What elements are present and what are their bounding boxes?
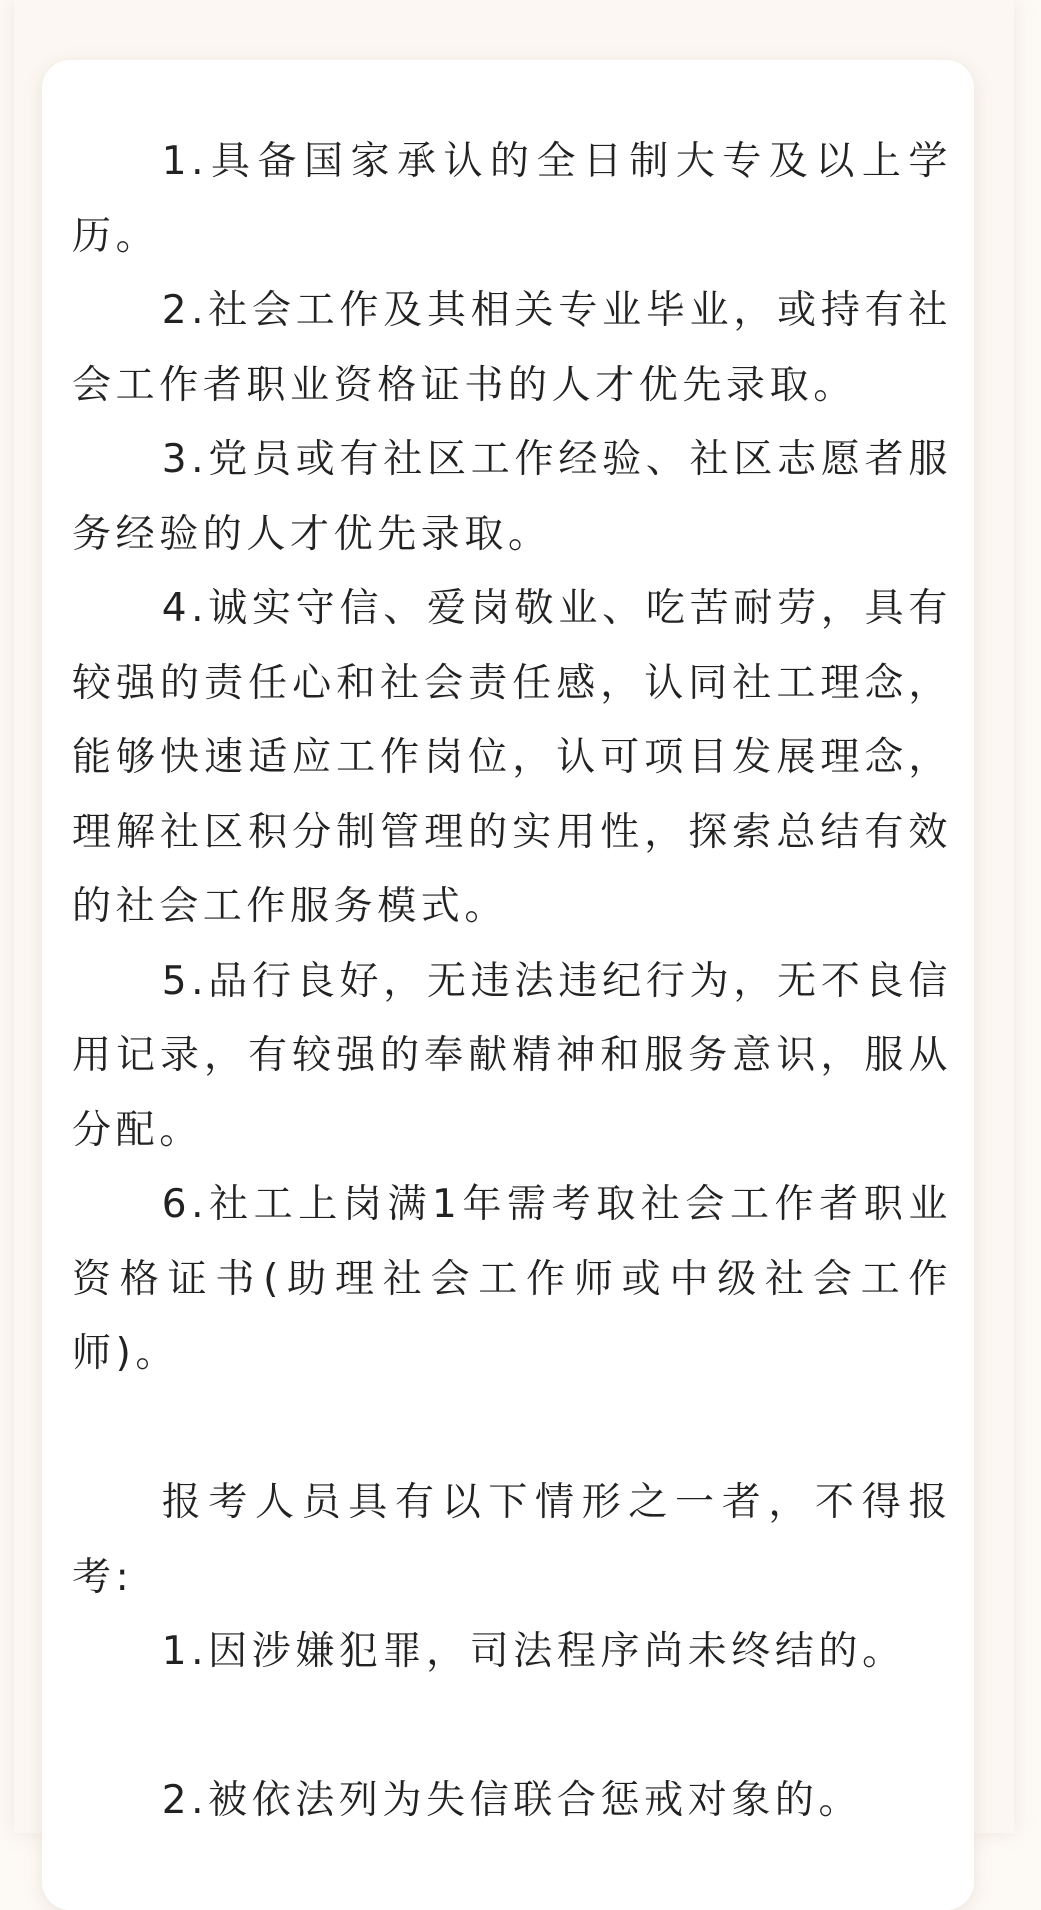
exclusion-1: 1.因涉嫌犯罪，司法程序尚未终结的。 [161, 1629, 906, 1674]
requirement-5: 5.品行良好，无违法违纪行为，无不良信用记录，有较强的奉献精神和服务意识，服从分配。 [72, 958, 952, 1153]
article-body [72, 125, 952, 1839]
requirement-4: 4.诚实守信、爱岗敬业、吃苦耐劳，具有较强的责任心和社会责任感，认同社工理念，能够快速适应工作岗位，认可项目发展理念，理解社区积分制管理的实用性，探索总结有效的社会工作服务模式。 [72, 586, 952, 929]
paragraph-spacer [72, 1392, 952, 1467]
requirement-2: 2.社会工作及其相关专业毕业，或持有社会工作者职业资格证书的人才优先录取。 [72, 288, 952, 408]
paragraph-spacer [72, 1690, 952, 1765]
exclusions-intro: 报考人员具有以下情形之一者，不得报考: [72, 1480, 952, 1600]
requirement-1: 1.具备国家承认的全日制大专及以上学历。 [72, 139, 952, 259]
requirement-3: 3.党员或有社区工作经验、社区志愿者服务经验的人才优先录取。 [72, 437, 952, 557]
exclusion-2: 2.被依法列为失信联合惩戒对象的。 [161, 1778, 863, 1823]
requirement-6: 6.社工上岗满1年需考取社会工作者职业资格证书(助理社会工作师或中级社会工作师)。 [72, 1182, 952, 1376]
